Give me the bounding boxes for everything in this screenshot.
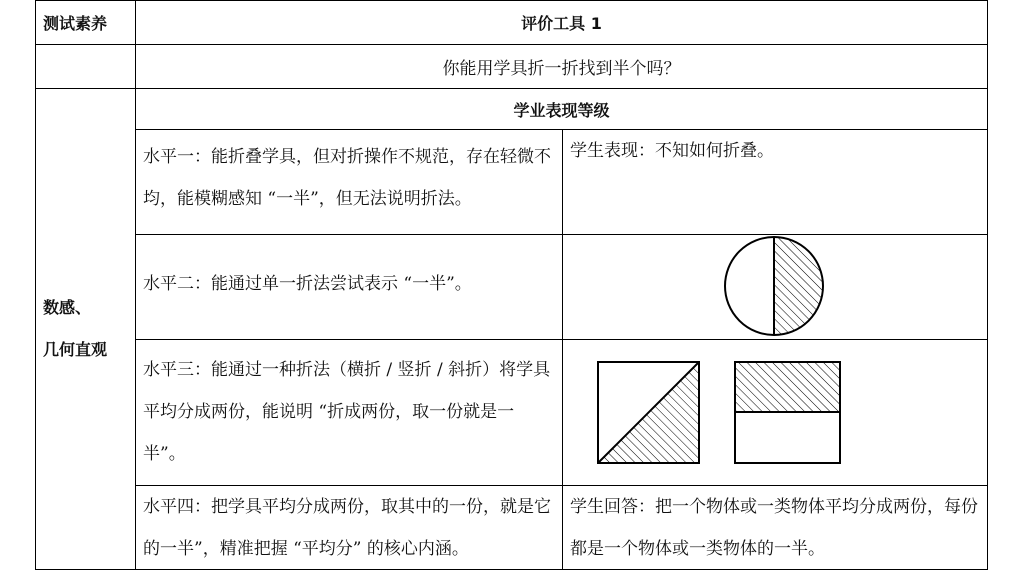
level-1-desc-cell (135, 129, 563, 235)
circle-half-figure (563, 235, 987, 339)
level-4-desc: 水平四：把学具平均分成两份，取其中的一份，就是它的一半”，精准把握 “平均分” 的核心内涵。 (143, 497, 551, 559)
question-cell (135, 44, 988, 89)
level-2-figure-cell (562, 234, 988, 340)
header-cell-literacy (35, 0, 136, 45)
header-cell-tool (135, 0, 988, 45)
level-3-desc-cell (135, 339, 563, 486)
level-3-figure-cell (562, 339, 988, 486)
level-1-performance-cell (562, 129, 988, 235)
literacy-line-2: 几何直观 (43, 340, 108, 359)
question-left-empty-cell (35, 44, 136, 89)
literacy-cell (35, 88, 136, 570)
levels-header-cell (135, 88, 988, 130)
square-rectangle-figures (563, 340, 987, 485)
literacy-line-1: 数感、 (43, 298, 92, 317)
level-1-desc: 水平一：能折叠学具，但对折操作不规范，存在轻微不均，能模糊感知 “一半”，但无法说明折法。 (143, 147, 551, 209)
levels-header-label: 学业表现等级 (513, 100, 610, 120)
level-4-desc-cell (135, 485, 563, 570)
header-literacy-label: 测试素养 (43, 14, 108, 33)
level-1-performance: 学生表现：不知如何折叠。 (570, 141, 774, 161)
level-2-desc: 水平二：能通过单一折法尝试表示 “一半”。 (143, 274, 472, 294)
header-tool-label: 评价工具 1 (521, 14, 602, 33)
level-2-desc-cell (135, 234, 563, 340)
level-3-desc: 水平三：能通过一种折法（横折 / 竖折 / 斜折）将学具平均分成两份，能说明 “折成两份，取一份就是一半”。 (143, 360, 551, 464)
question-text: 你能用学具折一折找到半个吗？ (442, 59, 681, 79)
level-4-performance-cell (562, 485, 988, 570)
level-4-performance: 学生回答：把一个物体或一类物体平均分成两份，每份都是一个物体或一类物体的一半。 (570, 497, 978, 559)
rectangle-shaded-half (735, 362, 840, 412)
